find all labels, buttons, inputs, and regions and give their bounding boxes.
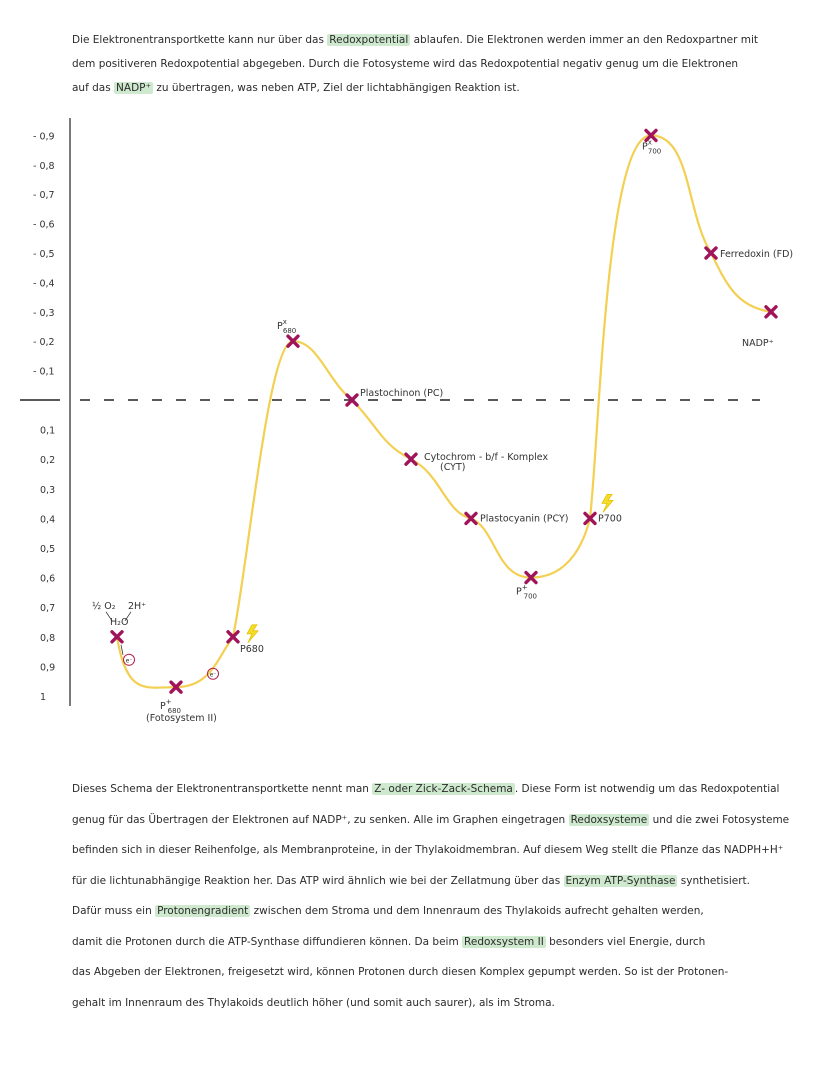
electron-symbol: e⁻ — [209, 671, 217, 679]
highlighted-term: NADP⁺ — [116, 82, 152, 94]
body-line: für die lichtunabhängige Reaktion her. Das ATP wird ähnlich wie bei der Zellatmung über das Enzym ATP-Synthase synthetisiert. — [72, 874, 750, 887]
y-tick-label: 0,5 — [40, 544, 56, 555]
p680-excited-label: $P^x$ 680 — [277, 318, 297, 336]
body-line: genug für das Übertragen der Elektronen auf NADP⁺, zu senken. Alle im Graphen eingetragen Redoxsysteme und die zwei Fotosysteme — [72, 813, 790, 826]
cytochrome-sub-label: (CYT) — [440, 462, 466, 474]
highlighted-term: Redoxsysteme — [570, 813, 648, 826]
nadp-label: NADP⁺ — [742, 337, 774, 349]
y-tick-label: 0,8 — [40, 632, 56, 644]
p700-excited-label: $P^x$ 700 — [642, 138, 662, 156]
electron-symbol: e⁻ — [125, 657, 133, 665]
body-line: gehalt im Innenraum des Thylakoids deutlich höher (und somit auch saurer), als im Stroma. — [72, 996, 555, 1009]
y-tick-label: 0,9 — [40, 662, 56, 674]
lightning-icon — [602, 494, 613, 512]
y-tick-label: 0,6 — [40, 573, 56, 585]
redox-curve-layer — [117, 135, 771, 687]
p680-lit-label: P680 — [240, 643, 264, 655]
y-tick-label: - 0,5 — [33, 249, 55, 260]
marker-ferredoxin — [706, 248, 716, 258]
redox-curve — [117, 135, 771, 687]
cytochrome-label: Cytochrom - b/f - Komplex — [424, 452, 549, 464]
y-tick-label: - 0,3 — [33, 307, 55, 319]
water-label: H₂O — [110, 616, 129, 628]
plastoquinone-label: Plastochinon (PC) — [360, 388, 444, 399]
y-tick-label: 0,7 — [40, 603, 56, 615]
y-tick-label: 0,3 — [40, 484, 56, 496]
ferredoxin-label: Ferredoxin (FD) — [720, 249, 794, 260]
y-tick-label: 0,1 — [40, 425, 56, 437]
marker-layer — [112, 130, 776, 692]
label-layer — [92, 138, 793, 724]
plastocyanin-label: Plastocyanin (PCY) — [480, 513, 569, 525]
lightning-icon — [247, 625, 258, 643]
highlighted-term: Redoxpotential — [329, 34, 409, 46]
body-line: Dafür muss ein Protonengradient zwischen dem Stroma und dem Innenraum des Thylakoids aufrecht gehalten werden, — [72, 905, 704, 917]
p700-lit-label: P700 — [598, 513, 622, 525]
z-scheme-diagram — [0, 110, 828, 750]
y-tick-label: - 0,9 — [33, 131, 55, 143]
marker-cytochrome — [406, 454, 416, 464]
intro-line: auf das NADP⁺ zu übertragen, was neben ATP, Ziel der lichtabhängigen Reaktion ist. — [72, 82, 520, 94]
y-tick-label: - 0,8 — [33, 160, 55, 172]
half-o2-label: ½ O₂ — [92, 600, 116, 612]
highlighted-term: Protonengradient — [157, 905, 249, 917]
highlighted-term: Redoxsystem II — [464, 935, 544, 948]
y-tick-label: - 0,1 — [33, 366, 55, 378]
y-tick-label: 1 — [40, 692, 47, 703]
y-tick-label: - 0,4 — [33, 278, 55, 290]
p700-label: P+ 700 — [516, 583, 537, 601]
body-paragraph — [72, 774, 792, 1018]
y-tick-label: 0,4 — [40, 514, 56, 526]
two-h-plus-label: 2H⁺ — [128, 600, 147, 612]
highlighted-term: Z- oder Zick-Zack-Schema — [374, 783, 513, 795]
y-tick-label: - 0,2 — [33, 337, 55, 349]
body-line: damit die Protonen durch die ATP-Synthase diffundieren können. Da beim Redoxsystem II besonders viel Energie, durch — [72, 935, 706, 948]
body-line: Dieses Schema der Elektronentransportkette nennt man Z- oder Zick-Zack-Schema . Diese Form ist notwendig um das Redoxpotential — [72, 783, 780, 795]
y-tick-label: - 0,7 — [33, 190, 55, 202]
body-line: befinden sich in dieser Reihenfolge, als Membranproteine, in der Thylakoidmembran. Auf diesem Weg stellt die Pflanze das NADPH+H⁺ — [72, 844, 784, 856]
intro-paragraph — [72, 28, 792, 100]
p680-label: P+ 680 — [160, 698, 181, 716]
highlighted-term: Enzym ATP-Synthase — [565, 874, 676, 887]
y-tick-label: - 0,6 — [33, 219, 55, 231]
y-tick-label: 0,2 — [40, 455, 56, 467]
fotosystem-ii-label: (Fotosystem II) — [146, 713, 217, 725]
intro-line: Die Elektronentransportkette kann nur über das Redoxpotential ablaufen. Die Elektronen werden immer an den Redoxpartner mit — [72, 34, 758, 46]
body-line: das Abgeben der Elektronen, freigesetzt wird, können Protonen durch diesen Komplex gepumpt werden. So ist der Protonen- — [72, 966, 729, 978]
y-axis — [20, 118, 760, 706]
intro-line: dem positiveren Redoxpotential abgegeben. Durch die Fotosysteme wird das Redoxpotential negativ genug um die Elektronen — [72, 58, 739, 70]
